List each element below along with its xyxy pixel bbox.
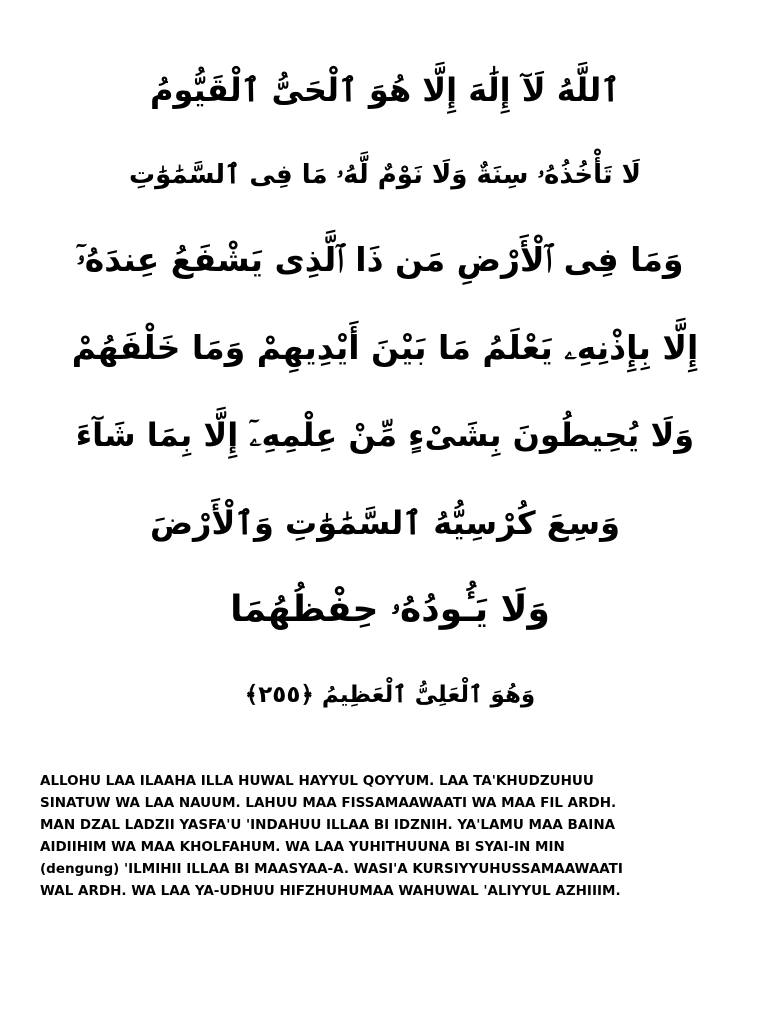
arabic-verse-line: وَلَا يُحِيطُونَ بِشَىْءٍ مِّنْ عِلْمِهِۦٓ إِلَّا بِمَا شَآءَ (75, 416, 695, 454)
transliteration-line: ALLOHU LAA ILAAHA ILLA HUWAL HAYYUL QOYYUM. LAA TA'KHUDZUHUU (40, 773, 594, 789)
arabic-verse-line: لَا تَأْخُذُهُۥ سِنَةٌ وَلَا نَوْمٌ لَّهُۥ مَا فِى ٱلسَّمَٰوَٰتِ (128, 160, 642, 190)
arabic-verse-line: وَلَا يَـُٔودُهُۥ حِفْظُهُمَا (230, 589, 550, 630)
arabic-verse-line: ٱللَّهُ لَآ إِلَٰهَ إِلَّا هُوَ ٱلْحَىُّ ٱلْقَيُّومُ (150, 71, 620, 109)
arabic-verse-line: وَمَا فِى ٱلْأَرْضِ مَن ذَا ٱلَّذِى يَشْفَعُ عِندَهُۥٓ (76, 240, 684, 279)
transliteration-line: WAL ARDH. WA LAA YA-UDHUU HIFZHUHUMAA WAHUWAL 'ALIYYUL AZHIIIM. (40, 883, 621, 899)
arabic-verse-line: إِلَّا بِإِذْنِهِۦ يَعْلَمُ مَا بَيْنَ أَيْدِيهِمْ وَمَا خَلْفَهُمْ (71, 328, 699, 367)
arabic-verse-block (40, 50, 728, 740)
transliteration-line: MAN DZAL LADZII YASFA'U 'INDAHUU ILLAA BI IDZNIH. YA'LAMU MAA BAINA (40, 817, 616, 833)
transliteration-line: AIDIIHIM WA MAA KHOLFAHUM. WA LAA YUHITHUUNA BI SYAI-IN MIN (40, 839, 565, 855)
arabic-verse-line: وَهُوَ ٱلْعَلِىُّ ٱلْعَظِيمُ ﴿٢٥٥﴾ (244, 682, 536, 708)
transliteration-paragraph (40, 770, 730, 902)
transliteration-line: SINATUW WA LAA NAUUM. LAHUU MAA FISSAMAAWAATI WA MAA FIL ARDH. (40, 795, 617, 811)
transliteration-line: (dengung) 'ILMIHII ILLAA BI MAASYAA-A. WASI'A KURSIYYUHUSSAMAAWAATI (40, 861, 623, 877)
arabic-verse-line: وَسِعَ كُرْسِيُّهُ ٱلسَّمَٰوَٰتِ وَٱلْأَرْضَ (149, 504, 620, 542)
